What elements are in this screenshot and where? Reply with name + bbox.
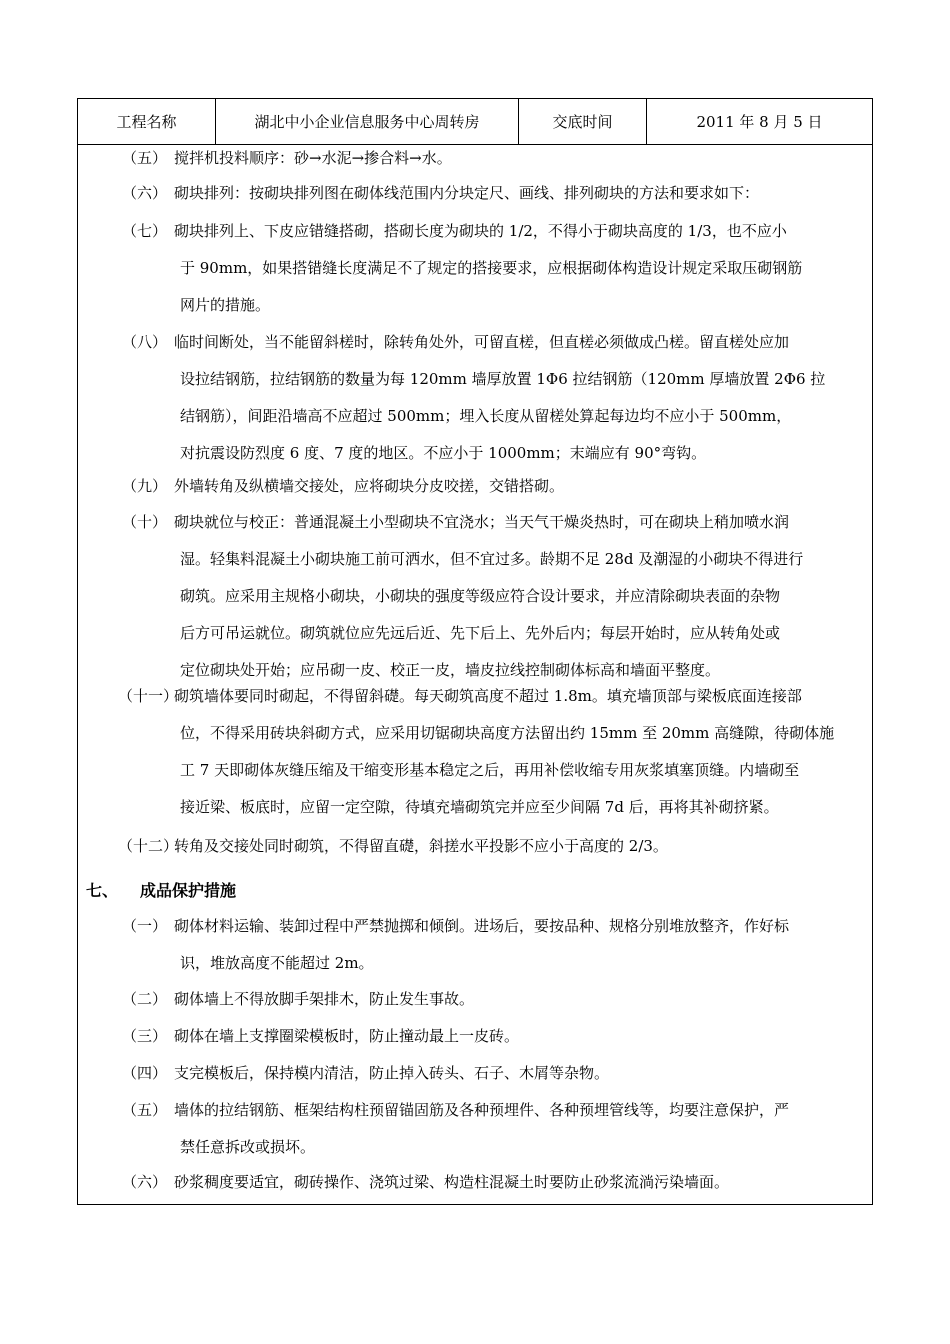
section-title <box>86 878 236 901</box>
clause-text-line: 于 90mm，如果搭错缝长度满足不了规定的搭接要求，应根据砌体构造设计规定采取压砌钢筋 <box>180 259 803 277</box>
clause-number: （二） <box>122 990 168 1008</box>
header-row <box>78 99 872 145</box>
clause-text-line: 对抗震设防烈度 6 度、7 度的地区。不应小于 1000mm；末端应有 90°弯钩。 <box>180 444 707 462</box>
clause-text-line: 网片的措施。 <box>180 296 271 314</box>
clause-text-line: 砌块就位与校正：普通混凝土小型砌块不宜浇水；当天气干燥炎热时，可在砌块上稍加喷水润 <box>174 513 790 531</box>
project-label: 工程名称 <box>78 99 216 144</box>
clause-text-line: 设拉结钢筋，拉结钢筋的数量为每 120mm 墙厚放置 1Φ6 拉结钢筋（120mm 厚墙放置 2Φ6 拉 <box>180 370 826 388</box>
clause-text-line: 禁任意拆改或损坏。 <box>180 1138 316 1156</box>
clause-number: （五） <box>122 149 168 167</box>
date-value: 2011 年 8 月 5 日 <box>696 113 823 131</box>
clause-text-line: 接近梁、板底时，应留一定空隙，待填充墙砌筑完并应至少间隔 7d 后，再将其补砌挤紧。 <box>180 798 779 816</box>
clause-text-line: 砌体墙上不得放脚手架排木，防止发生事故。 <box>174 990 475 1008</box>
clause-number: （三） <box>122 1027 168 1045</box>
clause-number: （四） <box>122 1064 168 1082</box>
clause-text-line: 支完模板后，保持模内清洁，防止掉入砖头、石子、木屑等杂物。 <box>174 1064 610 1082</box>
clause-text-line: 砌块排列：按砌块排列图在砌体线范围内分块定尺、画线、排列砌块的方法和要求如下： <box>174 184 760 202</box>
clause-text-line: 砂浆稠度要适宜，砌砖操作、浇筑过梁、构造柱混凝土时要防止砂浆流淌污染墙面。 <box>174 1173 730 1191</box>
clause-text-line: 位，不得采用砖块斜砌方式，应采用切锯砌块高度方法留出约 15mm 至 20mm 高缝隙，待砌体施 <box>180 724 835 742</box>
clause-text-line: 结钢筋），间距沿墙高不应超过 500mm；埋入长度从留槎处算起每边均不应小于 500mm， <box>180 407 792 425</box>
clause-text-line: 工 7 天即砌体灰缝压缩及干缩变形基本稳定之后，再用补偿收缩专用灰浆填塞顶缝。内墙砌至 <box>180 761 800 779</box>
disclosure-form <box>77 98 873 1205</box>
clause-number: （九） <box>122 477 168 495</box>
clause-text-line: 定位砌块处开始；应吊砌一皮、校正一皮，墙皮拉线控制砌体标高和墙面平整度。 <box>180 661 721 679</box>
clause-text-line: 墙体的拉结钢筋、框架结构柱预留锚固筋及各种预埋件、各种预埋管线等，均要注意保护，严 <box>174 1101 790 1119</box>
clause-text-line: 砌块排列上、下皮应错缝搭砌，搭砌长度为砌块的 1/2，不得小于砌块高度的 1/3，也不应小 <box>174 222 787 240</box>
clause-text-line: 砌体材料运输、装卸过程中严禁抛掷和倾倒。进场后，要按品种、规格分别堆放整齐，作好标 <box>174 917 790 935</box>
clause-number: （七） <box>122 222 168 240</box>
clause-text-line: 砌体在墙上支撑圈梁模板时，防止撞动最上一皮砖。 <box>174 1027 520 1045</box>
project-name: 湖北中小企业信息服务中心周转房 <box>216 99 519 144</box>
clause-text-line: 识，堆放高度不能超过 2m。 <box>180 954 374 972</box>
clause-text-line: 湿。轻集料混凝土小砌块施工前可洒水，但不宜过多。龄期不足 28d 及潮湿的小砌块不得进行 <box>180 550 804 568</box>
clause-text-line: 砌筑墙体要同时砌起，不得留斜礎。每天砌筑高度不超过 1.8m。填充墙顶部与梁板底面连接部 <box>174 687 802 705</box>
clause-text-line: 外墙转角及纵横墙交接处，应将砌块分皮咬搓，交错搭砌。 <box>174 477 565 495</box>
clause-number: （六） <box>122 1173 168 1191</box>
clause-number: （八） <box>122 333 168 351</box>
section-number: 七、 <box>86 881 119 900</box>
clause-text-line: 临时间断处，当不能留斜槎时，除转角处外，可留直槎，但直槎必须做成凸槎。留直槎处应加 <box>174 333 790 351</box>
clause-number: （六） <box>122 184 168 202</box>
clause-text-line: 搅拌机投料顺序：砂→水泥→掺合料→水。 <box>174 149 452 167</box>
clause-text-line: 砌筑。应采用主规格小砌块，小砌块的强度等级应符合设计要求，并应清除砌块表面的杂物 <box>180 587 781 605</box>
section-heading: 成品保护措施 <box>140 881 237 900</box>
date-label: 交底时间 <box>519 99 647 144</box>
clause-text-line: 转角及交接处同时砌筑，不得留直礎，斜搓水平投影不应小于高度的 2/3。 <box>174 837 668 855</box>
clause-text-line: 后方可吊运就位。砌筑就位应先远后近、先下后上、先外后内；每层开始时，应从转角处或 <box>180 624 781 642</box>
clause-number: （十二） <box>118 837 179 855</box>
clause-number: （五） <box>122 1101 168 1119</box>
clause-number: （一） <box>122 917 168 935</box>
clause-number: （十） <box>122 513 168 531</box>
clause-number: （十一） <box>118 687 179 705</box>
